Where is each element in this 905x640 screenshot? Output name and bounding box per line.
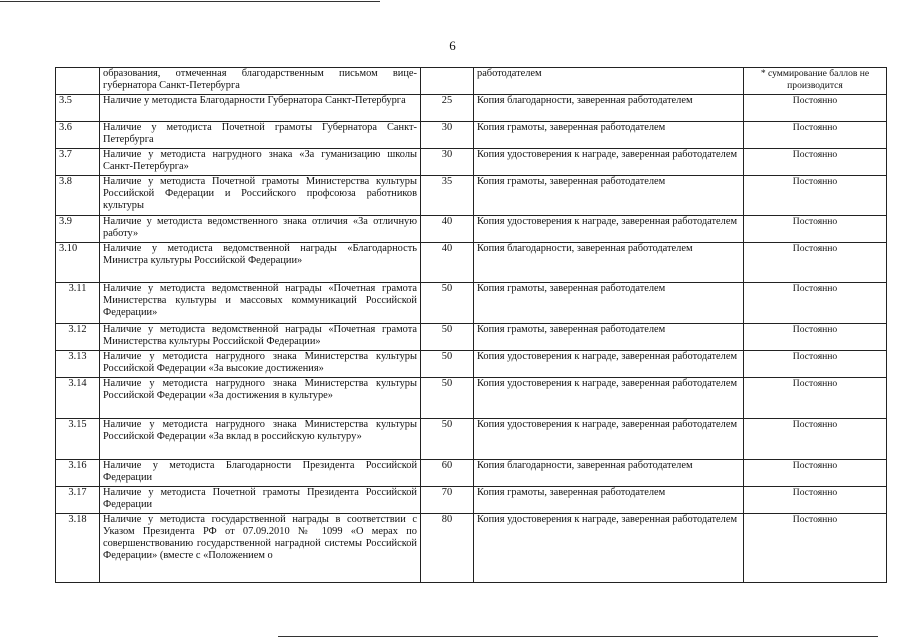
cell-document: Копия удостоверения к награде, заверенная работодателем: [474, 351, 744, 378]
cell-criterion: Наличие у методиста Благодарности Президента Российской Федерации: [100, 460, 421, 487]
cell-number: 3.16: [56, 460, 100, 487]
cell-document: Копия удостоверения к награде, заверенная работодателем: [474, 378, 744, 419]
cell-points: 50: [421, 324, 474, 351]
cell-points: 35: [421, 176, 474, 216]
cell-number: 3.14: [56, 378, 100, 419]
cell-points: 40: [421, 243, 474, 283]
cell-number: 3.18: [56, 514, 100, 583]
cell-document: Копия удостоверения к награде, заверенная работодателем: [474, 149, 744, 176]
top-rule: [0, 1, 380, 2]
cell-criterion: Наличие у методиста Почетной грамоты Министерства культуры Российской Федерации и Российского профсоюза работников культуры: [100, 176, 421, 216]
cell-number: 3.10: [56, 243, 100, 283]
table-row-continuation: [56, 68, 887, 95]
cell-criterion: Наличие у методиста нагрудного знака «За гуманизацию школы Санкт-Петербурга»: [100, 149, 421, 176]
table-row: [56, 95, 887, 122]
cell-criterion: Наличие у методиста ведомственной награды «Почетная грамота Министерства культуры Российской Федерации»: [100, 324, 421, 351]
cell-points: 50: [421, 378, 474, 419]
cell-document: Копия благодарности, заверенная работодателем: [474, 95, 744, 122]
cell-criterion: Наличие у методиста нагрудного знака Министерства культуры Российской Федерации «За достижения в культуре»: [100, 378, 421, 419]
cell-number: 3.5: [56, 95, 100, 122]
cell-criterion: Наличие у методиста Почетной грамоты Губернатора Санкт-Петербурга: [100, 122, 421, 149]
cell-document: Копия грамоты, заверенная работодателем: [474, 487, 744, 514]
cell-criterion: Наличие у методиста ведомственной награды «Почетная грамота Министерства культуры и массовых коммуникаций Российской Федерации»: [100, 283, 421, 324]
cell-number: 3.13: [56, 351, 100, 378]
table-row: [56, 149, 887, 176]
cell-document: Копия грамоты, заверенная работодателем: [474, 324, 744, 351]
cell-period: Постоянно: [744, 243, 887, 283]
table-row: [56, 378, 887, 419]
cell-period: Постоянно: [744, 216, 887, 243]
cell-points: 50: [421, 283, 474, 324]
cell-points: 40: [421, 216, 474, 243]
cell-criterion: Наличие у методиста нагрудного знака Министерства культуры Российской Федерации «За высокие достижения»: [100, 351, 421, 378]
cell-document: Копия благодарности, заверенная работодателем: [474, 243, 744, 283]
table-row: [56, 487, 887, 514]
cell-criterion: Наличие у методиста Благодарности Губернатора Санкт-Петербурга: [100, 95, 421, 122]
cell-points: 30: [421, 122, 474, 149]
cell-document: Копия удостоверения к награде, заверенная работодателем: [474, 419, 744, 460]
cell-criterion: Наличие у методиста государственной награды в соответствии с Указом Президента РФ от 07.09.2010 № 1099 «О мерах по совершенствованию государственной наградной системы Российской Федерации» (вместе с «Положением о: [100, 514, 421, 583]
cell-period: Постоянно: [744, 149, 887, 176]
cell-points: [421, 68, 474, 95]
table-row: [56, 514, 887, 583]
cell-period: Постоянно: [744, 176, 887, 216]
cell-number: 3.11: [56, 283, 100, 324]
bottom-rule: [278, 636, 878, 637]
criteria-table-body: [56, 68, 887, 583]
cell-document: Копия грамоты, заверенная работодателем: [474, 283, 744, 324]
criteria-table: [55, 67, 887, 583]
cell-period: Постоянно: [744, 460, 887, 487]
cell-document: работодателем: [474, 68, 744, 95]
cell-period: Постоянно: [744, 378, 887, 419]
cell-period: Постоянно: [744, 95, 887, 122]
cell-period: Постоянно: [744, 122, 887, 149]
cell-number: 3.9: [56, 216, 100, 243]
cell-points: 50: [421, 351, 474, 378]
cell-period: Постоянно: [744, 324, 887, 351]
cell-period: Постоянно: [744, 419, 887, 460]
table-row: [56, 351, 887, 378]
cell-document: Копия грамоты, заверенная работодателем: [474, 176, 744, 216]
cell-points: 70: [421, 487, 474, 514]
page-number: 6: [449, 38, 456, 53]
table-row: [56, 283, 887, 324]
cell-document: Копия благодарности, заверенная работодателем: [474, 460, 744, 487]
cell-number: 3.17: [56, 487, 100, 514]
cell-document: Копия удостоверения к награде, заверенная работодателем: [474, 514, 744, 583]
cell-period: Постоянно: [744, 351, 887, 378]
cell-criterion: Наличие у методиста Почетной грамоты Президента Российской Федерации: [100, 487, 421, 514]
cell-points: 30: [421, 149, 474, 176]
cell-number: 3.6: [56, 122, 100, 149]
cell-number: 3.15: [56, 419, 100, 460]
cell-points: 60: [421, 460, 474, 487]
cell-note: * суммирование баллов не производится: [744, 68, 887, 95]
table-row: [56, 243, 887, 283]
cell-criterion: Наличие у методиста ведомственной награды «Благодарность Министра культуры Российской Федерации»: [100, 243, 421, 283]
cell-number: 3.8: [56, 176, 100, 216]
cell-document: Копия удостоверения к награде, заверенная работодателем: [474, 216, 744, 243]
cell-number: 3.7: [56, 149, 100, 176]
cell-criterion: образования, отмеченная благодарственным письмом вице-губернатора Санкт-Петербурга: [100, 68, 421, 95]
cell-number: 3.12: [56, 324, 100, 351]
table-row: [56, 419, 887, 460]
cell-period: Постоянно: [744, 283, 887, 324]
cell-criterion: Наличие у методиста ведомственного знака отличия «За отличную работу»: [100, 216, 421, 243]
cell-points: 80: [421, 514, 474, 583]
cell-period: Постоянно: [744, 487, 887, 514]
table-row: [56, 216, 887, 243]
cell-points: 25: [421, 95, 474, 122]
cell-number: [56, 68, 100, 95]
table-row: [56, 460, 887, 487]
table-row: [56, 324, 887, 351]
table-row: [56, 176, 887, 216]
cell-document: Копия грамоты, заверенная работодателем: [474, 122, 744, 149]
table-row: [56, 122, 887, 149]
cell-criterion: Наличие у методиста нагрудного знака Министерства культуры Российской Федерации «За вклад в российскую культуру»: [100, 419, 421, 460]
cell-period: Постоянно: [744, 514, 887, 583]
cell-points: 50: [421, 419, 474, 460]
